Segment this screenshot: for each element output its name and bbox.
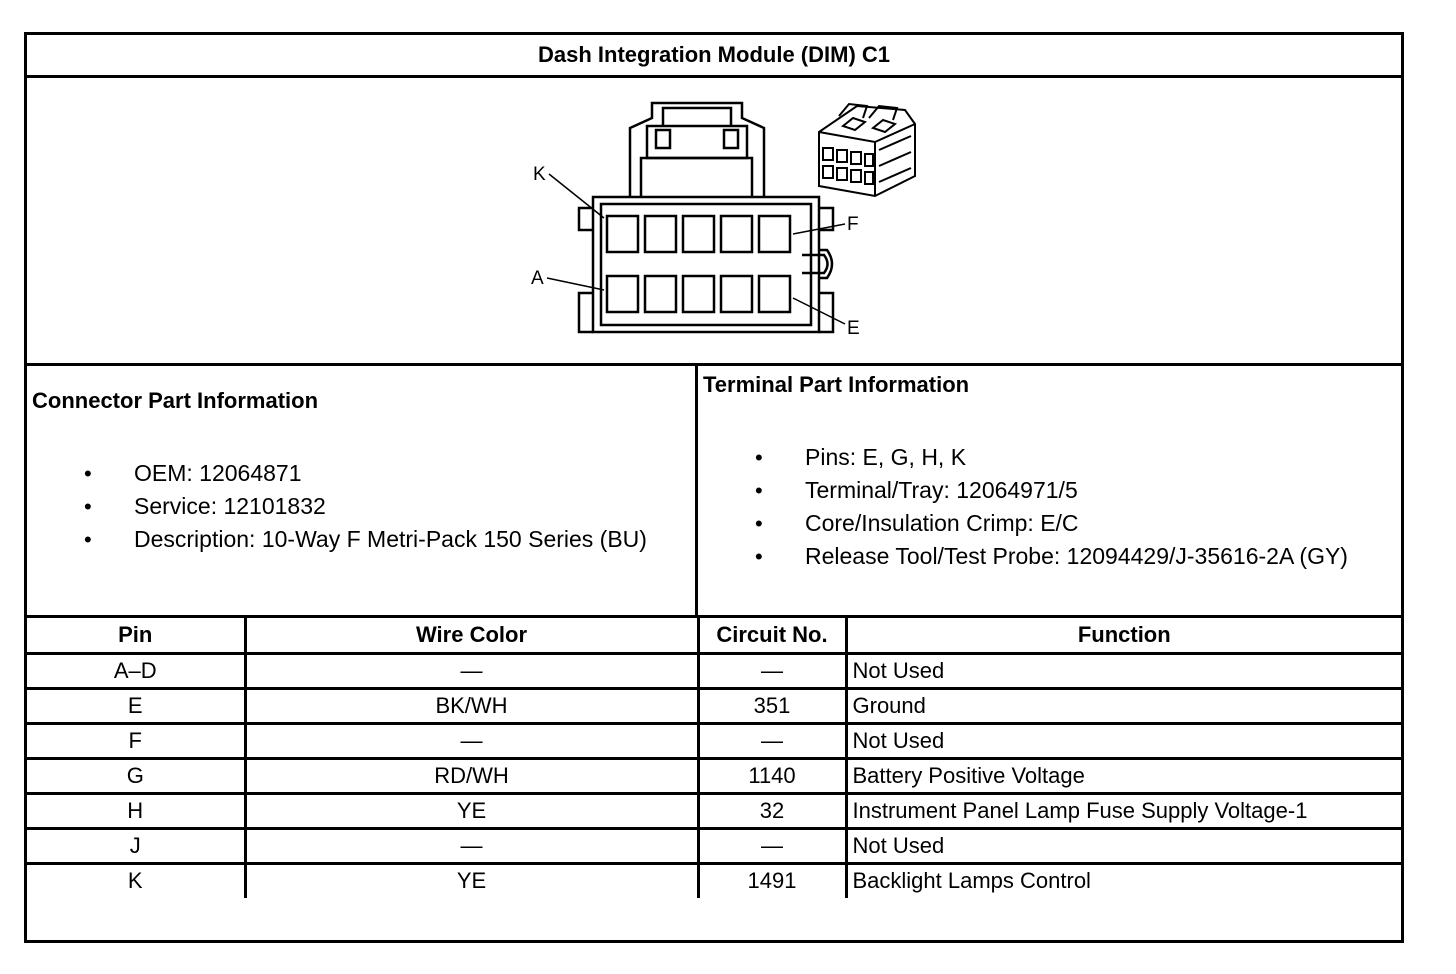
cell-function: Instrument Panel Lamp Fuse Supply Voltage-1 <box>846 793 1401 828</box>
cell-wire-color: YE <box>245 793 698 828</box>
cell-circuit-no: — <box>698 723 846 758</box>
table-row <box>27 723 1401 758</box>
list-item: • Description: 10-Way F Metri-Pack 150 Series (BU) <box>84 523 647 556</box>
table-row <box>27 863 1401 898</box>
header-pin: Pin <box>27 618 245 653</box>
table-row <box>27 653 1401 688</box>
connector-isometric-view <box>819 104 915 196</box>
table-header-row <box>27 618 1401 653</box>
cell-pin: H <box>27 793 245 828</box>
list-item: • Release Tool/Test Probe: 12094429/J-35616-2A (GY) <box>755 540 1348 573</box>
table-row <box>27 688 1401 723</box>
terminal-info-heading: Terminal Part Information <box>703 372 970 397</box>
cell-pin: F <box>27 723 245 758</box>
label-pin-k: K <box>533 164 546 185</box>
cell-wire-color: YE <box>245 863 698 898</box>
label-pin-e: E <box>847 318 860 339</box>
cell-pin: J <box>27 828 245 863</box>
connector-sheet <box>24 32 1404 943</box>
connector-part-info <box>27 366 698 615</box>
list-item: • Core/Insulation Crimp: E/C <box>755 507 1348 540</box>
connector-info-heading: Connector Part Information <box>32 388 319 413</box>
header-circuit-no: Circuit No. <box>698 618 846 653</box>
cell-wire-color: BK/WH <box>245 688 698 723</box>
pinout-table <box>27 618 1401 898</box>
terminal-part-info <box>698 366 1401 615</box>
table-row <box>27 828 1401 863</box>
label-pin-f: F <box>847 214 859 235</box>
cell-circuit-no: 32 <box>698 793 846 828</box>
header-function: Function <box>846 618 1401 653</box>
connector-diagram-panel <box>27 78 1401 366</box>
cell-wire-color: — <box>245 723 698 758</box>
cell-circuit-no: 351 <box>698 688 846 723</box>
cell-function: Not Used <box>846 653 1401 688</box>
cell-function: Backlight Lamps Control <box>846 863 1401 898</box>
header-wire-color: Wire Color <box>245 618 698 653</box>
sheet-title: Dash Integration Module (DIM) C1 <box>27 35 1401 78</box>
list-item: • Service: 12101832 <box>84 490 647 523</box>
list-item: • Pins: E, G, H, K <box>755 441 1348 474</box>
cell-function: Battery Positive Voltage <box>846 758 1401 793</box>
cell-circuit-no: 1140 <box>698 758 846 793</box>
cell-pin: E <box>27 688 245 723</box>
cell-circuit-no: — <box>698 828 846 863</box>
part-information <box>27 366 1401 618</box>
cell-function: Ground <box>846 688 1401 723</box>
cell-circuit-no: 1491 <box>698 863 846 898</box>
cell-pin: A–D <box>27 653 245 688</box>
connector-diagram <box>27 78 1401 363</box>
cell-pin: K <box>27 863 245 898</box>
cell-circuit-no: — <box>698 653 846 688</box>
cell-function: Not Used <box>846 828 1401 863</box>
list-item: • Terminal/Tray: 12064971/5 <box>755 474 1348 507</box>
cell-wire-color: — <box>245 653 698 688</box>
cell-function: Not Used <box>846 723 1401 758</box>
table-row <box>27 793 1401 828</box>
terminal-info-list <box>755 441 1348 573</box>
cell-wire-color: — <box>245 828 698 863</box>
connector-info-list <box>84 457 647 556</box>
cell-wire-color: RD/WH <box>245 758 698 793</box>
list-item: • OEM: 12064871 <box>84 457 647 490</box>
table-row <box>27 758 1401 793</box>
label-pin-a: A <box>531 268 544 289</box>
cell-pin: G <box>27 758 245 793</box>
